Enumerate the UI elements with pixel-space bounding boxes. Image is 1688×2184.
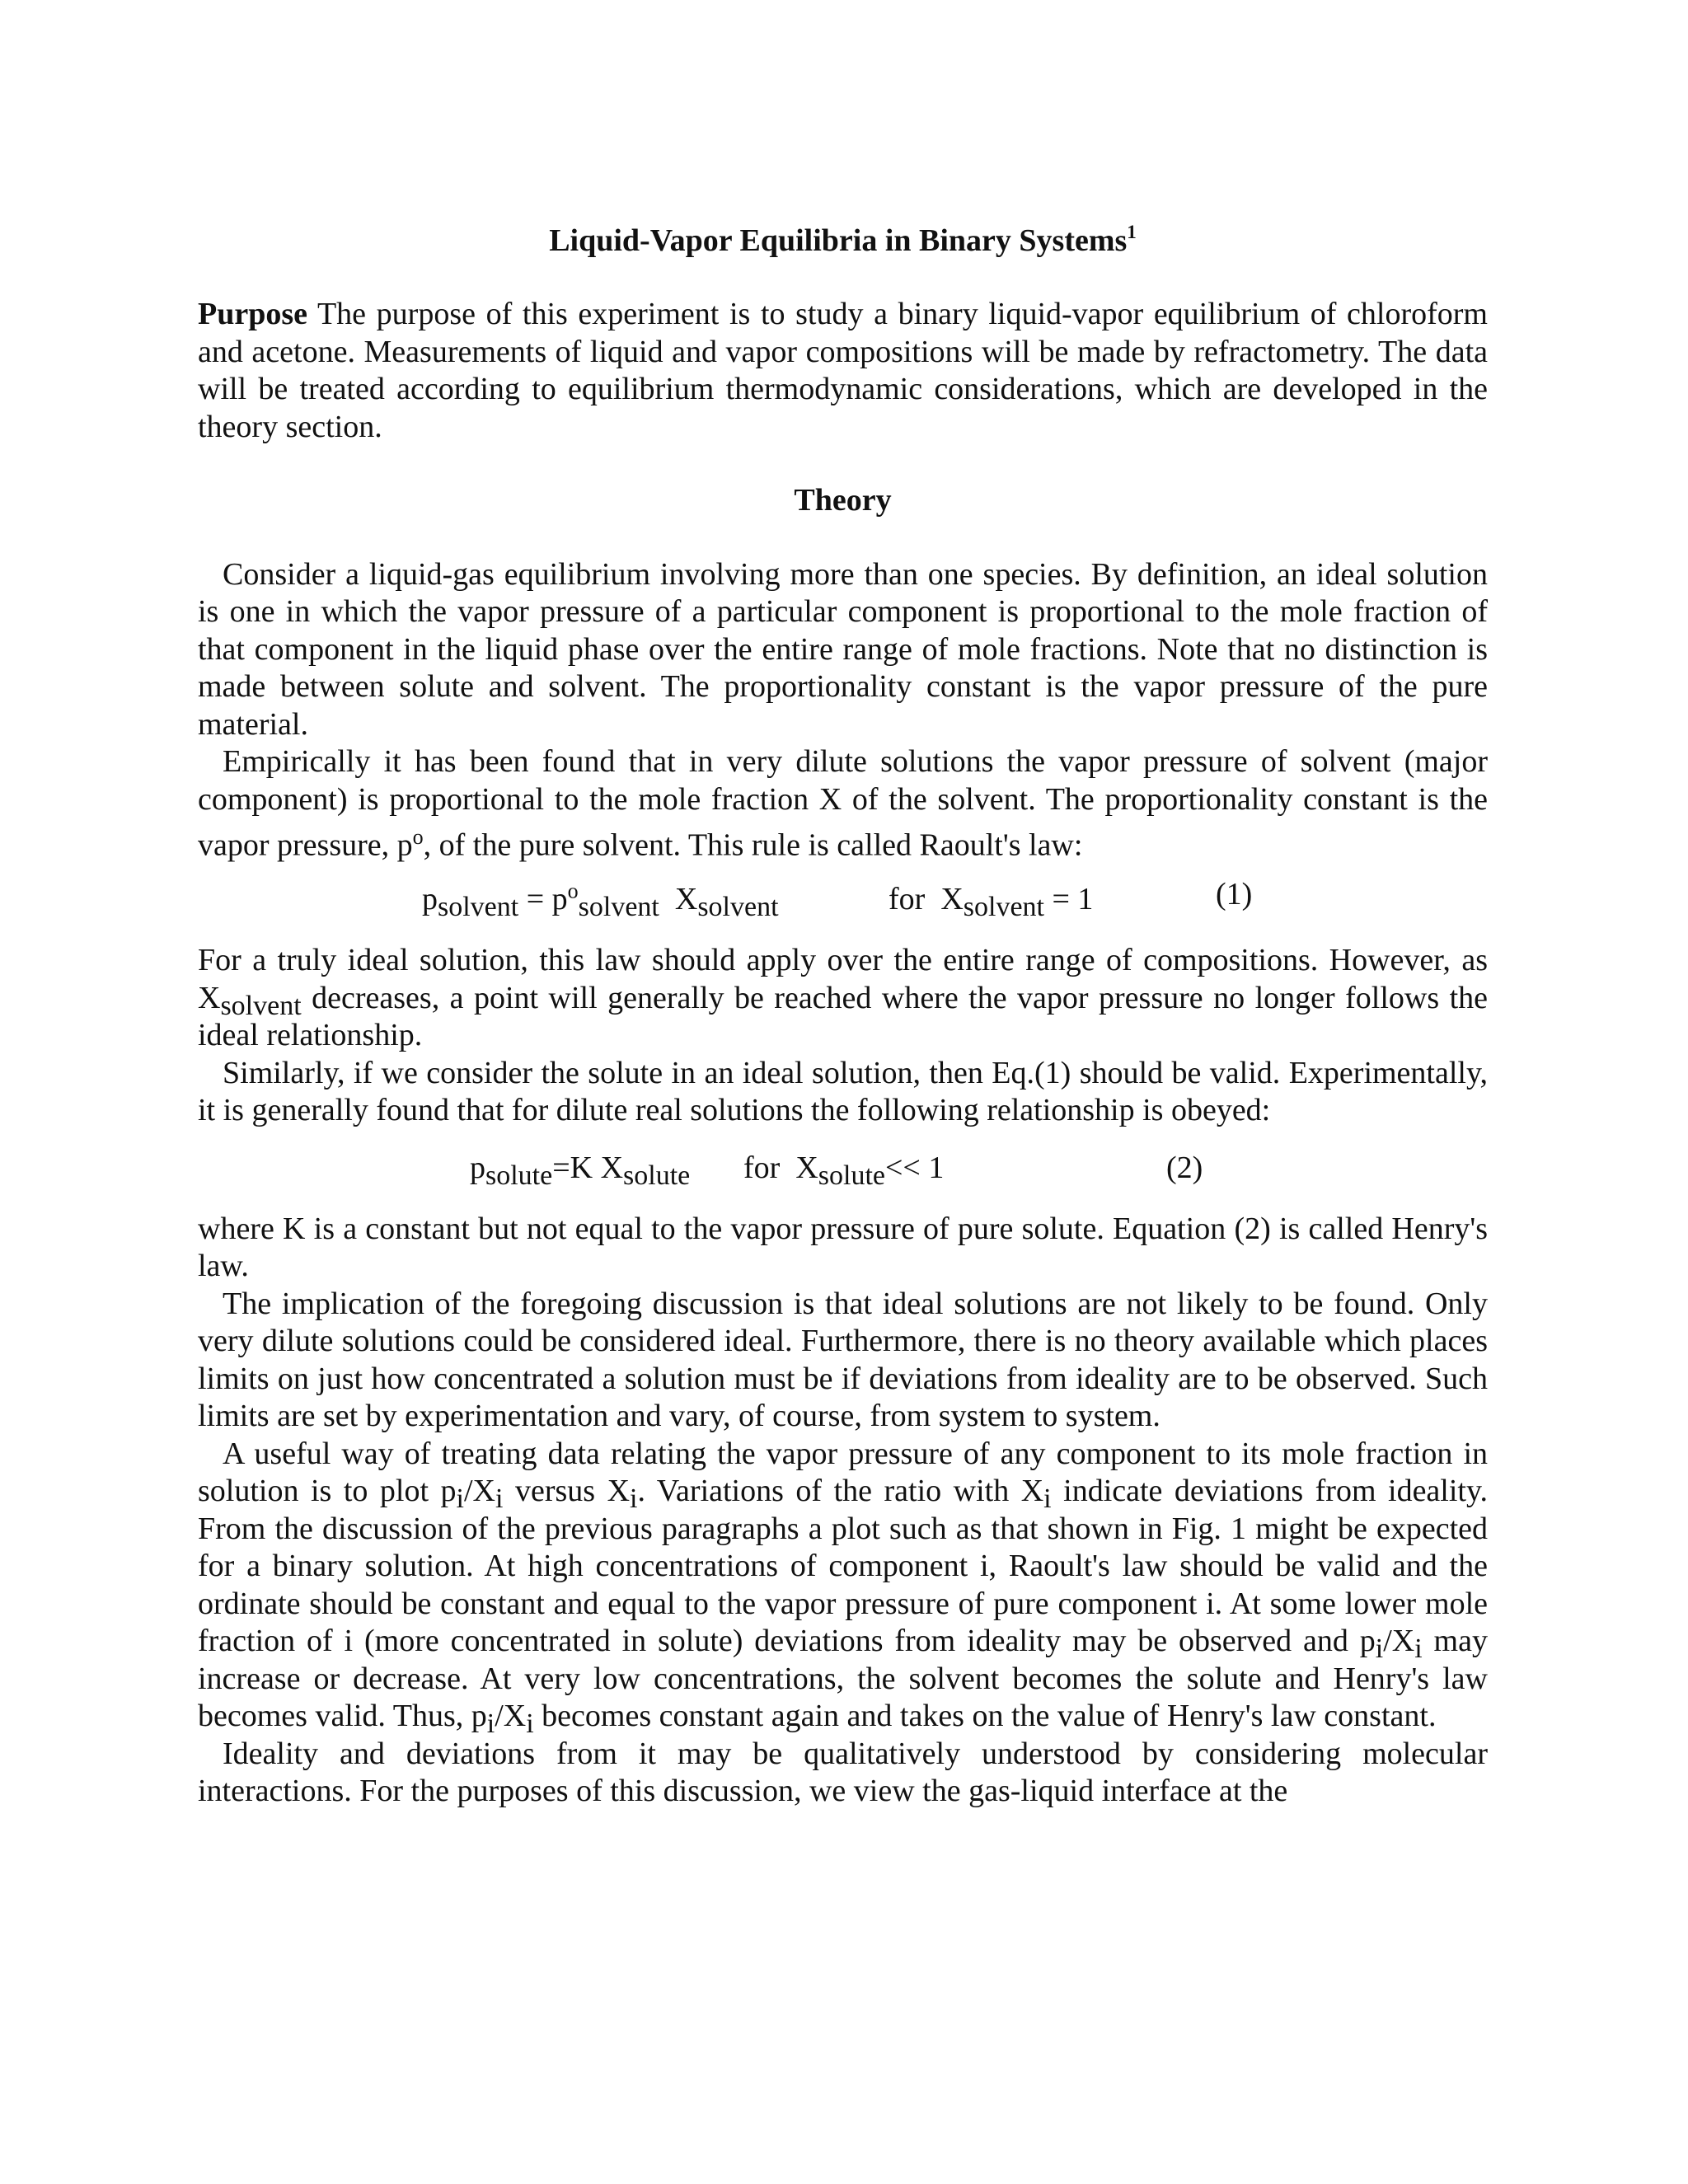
purpose-paragraph	[198, 296, 1488, 446]
theory-paragraph-5: where K is a constant but not equal to the vapor pressure of pure solute. Equation (2) is called Henry's law.	[198, 1211, 1488, 1284]
eq1-cond-subscript: solvent	[963, 892, 1044, 923]
eq1-equals: =	[518, 882, 552, 917]
eq1-rhs-subscript: solvent	[578, 892, 659, 923]
equation-1-number: (1)	[1216, 877, 1253, 912]
p7-text-g: may increase or decrease. At very low concentrations, the solvent becomes the solute and Henry's law becomes valid. Thus, p	[198, 1624, 1488, 1734]
equation-1-expression	[422, 879, 779, 923]
p7-text-c: versus X	[503, 1474, 631, 1509]
theory-paragraph-6: The implication of the foregoing discussion is that ideal solutions are not likely to be found. Only very dilute solutions could be considered ideal. Furthermore, there is no theory available which places limits on just how concentrated a solution must be if deviations from ideality are to be observed. Such limits are set by experimentation and vary, of course, from system to system.	[198, 1286, 1488, 1434]
purpose-text: The purpose of this experiment is to study a binary liquid-vapor equilibrium of chloroform and acetone. Measurements of liquid and vapor compositions will be made by refractometry. The data will be treated according to equilibrium thermodynamic considerations, which are developed in the theory section.	[198, 297, 1488, 444]
theory-paragraph-3	[198, 942, 1488, 1055]
eq1-x-subscript: solvent	[697, 892, 779, 923]
p7-sub-i-8: i	[526, 1708, 534, 1740]
eq1-rhs-superscript: o	[567, 879, 579, 903]
equation-2	[198, 1145, 1488, 1194]
theory-heading: Theory	[794, 483, 892, 518]
p7-text-b: /X	[464, 1474, 495, 1509]
p2-tail: , of the pure solvent. This rule is called Raoult's law:	[423, 827, 1083, 863]
p7-sub-i-5: i	[1375, 1633, 1384, 1665]
equation-2-expression	[470, 1150, 691, 1191]
document-title	[198, 223, 1488, 260]
p7-text-e: indicate deviations from ideality. From the discussion of the previous paragraphs a plot such as that shown in Fig. 1 might be expected for a binary solution. At high concentrations of component i, Raoult's law should be valid and the ordinate should be constant and equal to the vapor pressure of pure component i. At some lower mole fraction of i (more concentrated in solute) deviations from ideality may be observed and p	[198, 1474, 1489, 1659]
p7-sub-i-2: i	[495, 1483, 504, 1515]
p7-text-i: becomes constant again and takes on the value of Henry's law constant.	[533, 1699, 1437, 1734]
eq1-cond-for: for	[889, 882, 926, 917]
eq2-cond-relation: << 1	[884, 1150, 945, 1185]
eq1-x-symbol: X	[674, 882, 698, 917]
eq1-cond-x: X	[940, 882, 964, 917]
eq2-lhs-subscript: solute	[485, 1160, 553, 1191]
eq2-cond-for: for	[743, 1150, 781, 1185]
p7-sub-i-6: i	[1414, 1633, 1423, 1665]
theory-paragraph-2	[198, 743, 1488, 865]
p3-text-a: For a truly ideal solution, this law should apply over the entire range of compositions. However, as X	[198, 943, 1488, 1015]
eq1-lhs-subscript: solvent	[438, 892, 519, 923]
p7-sub-i-7: i	[486, 1708, 495, 1740]
title-text: Liquid-Vapor Equilibria in Binary Systems	[549, 223, 1128, 258]
equation-1	[198, 876, 1488, 926]
eq2-rhs-subscript: solute	[623, 1160, 691, 1191]
p3-subscript: solvent	[220, 990, 302, 1021]
eq2-rhs: =K X	[552, 1150, 624, 1185]
p7-text-d: . Variations of the ratio with X	[637, 1474, 1044, 1509]
p2-superscript: o	[412, 825, 424, 849]
eq2-cond-x: X	[795, 1150, 818, 1185]
purpose-label: Purpose	[198, 297, 307, 331]
p7-sub-i-4: i	[1043, 1483, 1052, 1515]
p7-sub-i-1: i	[456, 1483, 464, 1515]
p7-text-a: A useful way of treating data relating the vapor pressure of any component to its mole fraction in solution is to plot p	[198, 1436, 1488, 1509]
theory-paragraph-1: Consider a liquid-gas equilibrium involving more than one species. By definition, an ideal solution is one in which the vapor pressure of a particular component is proportional to the mole fraction of that component in the liquid phase over the entire range of mole fractions. Note that no distinction is made between solute and solvent. The proportionality constant is the vapor pressure of the pure material.	[198, 556, 1488, 742]
theory-paragraph-7	[198, 1436, 1489, 1740]
p2-text: Empirically it has been found that in very dilute solutions the vapor pressure of solvent (major component) is proportional to the mole fraction X of the solvent. The proportionality constant is the vapor pressure, p	[198, 744, 1488, 863]
eq1-rhs-symbol: p	[551, 882, 568, 917]
document-page	[198, 223, 1488, 1811]
equation-2-number: (2)	[1166, 1150, 1203, 1185]
p3-text-b: decreases, a point will generally be reached where the vapor pressure no longer follows the ideal relationship.	[198, 980, 1488, 1053]
eq2-lhs-symbol: p	[470, 1150, 485, 1185]
title-footnote-marker: 1	[1127, 222, 1137, 242]
equation-1-condition	[889, 881, 1094, 923]
theory-paragraph-4: Similarly, if we consider the solute in an ideal solution, then Eq.(1) should be valid. Experimentally, it is generally found that for dilute real solutions the following relationship is obeyed:	[198, 1055, 1488, 1128]
p7-text-f: /X	[1383, 1624, 1415, 1659]
equation-2-condition	[743, 1150, 945, 1191]
theory-paragraph-8: Ideality and deviations from it may be qualitatively understood by considering molecular interactions. For the purposes of this discussion, we view the gas-liquid interface at the	[198, 1736, 1488, 1809]
eq1-cond-relation: = 1	[1043, 882, 1094, 917]
eq1-lhs-symbol: p	[422, 882, 438, 917]
eq2-cond-subscript: solute	[818, 1160, 885, 1191]
p7-sub-i-3: i	[630, 1483, 638, 1515]
p7-text-h: /X	[495, 1699, 527, 1734]
